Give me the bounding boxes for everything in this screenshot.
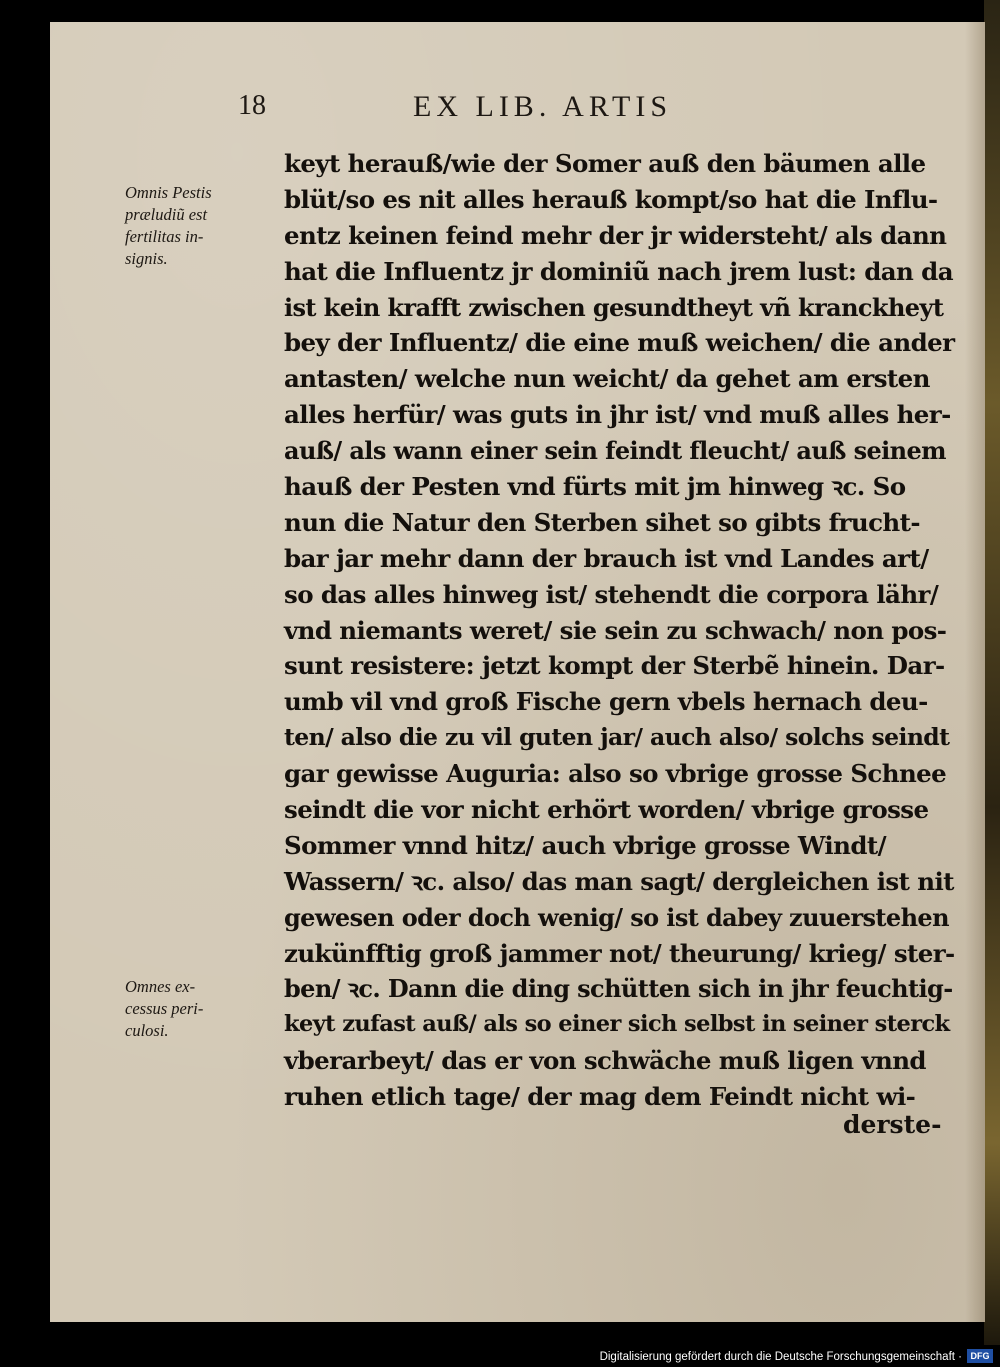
text-line: ruhen etlich tage/ der mag dem Feindt nicht wi- — [284, 1082, 916, 1112]
text-line: umb vil vnd groß Fische gern vbels hernach deu- — [284, 687, 928, 717]
running-head-title: EX LIB. ARTIS — [413, 90, 673, 123]
text-line: zukünfftig groß jammer not/ theurung/ krieg/ ster- — [284, 938, 955, 968]
text-line: keyt zufast auß/ als so einer sich selbst in seiner sterck — [284, 1011, 950, 1038]
text-line: bar jar mehr dann der brauch ist vnd Landes art/ — [284, 543, 929, 573]
margin-note-line: Omnes ex- — [125, 977, 196, 996]
text-line: ist kein krafft zwischen gesundtheyt vñ kranckheyt — [284, 292, 944, 322]
text-line: Wassern/ ꝛc. also/ das man sagt/ dergleichen ist nit — [284, 866, 954, 896]
text-line: bey der Influentz/ die eine muß weichen/ die ander — [284, 328, 955, 358]
text-line: entz keinen feind mehr der jr widersteht/ als dann — [284, 220, 947, 250]
margin-note-excess — [125, 976, 243, 1042]
footer-bar — [0, 1345, 1000, 1367]
margin-note-line: Omnis Pestis — [125, 183, 212, 202]
funding-credit: Digitalisierung gefördert durch die Deutsche Forschungsgemeinschaft · — [599, 1351, 962, 1363]
margin-note-line: præludiũ est — [125, 205, 208, 224]
margin-note-line: cessus peri- — [125, 999, 204, 1018]
page-edge-shadow — [965, 22, 985, 1322]
margin-note-line: fertilitas in- — [125, 227, 204, 246]
text-line: gewesen oder doch wenig/ so ist dabey zuuerstehen — [284, 902, 949, 932]
margin-note-plague — [125, 182, 243, 270]
text-line: gar gewisse Auguria: also so vbrige grosse Schnee — [284, 759, 947, 789]
text-line: Sommer vnnd hitz/ auch vbrige grosse Windt/ — [284, 830, 886, 860]
margin-note-line: signis. — [125, 249, 168, 268]
text-line: sunt resistere: jetzt kompt der Sterbẽ hinein. Dar- — [284, 651, 945, 681]
page-number: 18 — [238, 90, 266, 121]
running-head — [238, 90, 938, 130]
text-line: nun die Natur den Sterben sihet so gibts frucht- — [284, 507, 920, 537]
text-line: hauß der Pesten vnd fürts mit jm hinweg ꝛc. So — [284, 472, 906, 502]
text-line: so das alles hinweg ist/ stehendt die corpora lähr/ — [284, 579, 939, 609]
body-text — [284, 146, 956, 1115]
text-line: antasten/ welche nun weicht/ da gehet am ersten — [284, 364, 930, 394]
text-line: vnd niemants weret/ sie sein zu schwach/ non pos- — [284, 615, 947, 645]
text-line: alles herfür/ was guts in jhr ist/ vnd muß alles her- — [284, 400, 951, 430]
book-binding-edge — [984, 0, 1000, 1345]
catchword: derste- — [843, 1110, 942, 1139]
text-line: hat die Influentz jr dominiũ nach jrem lust: dan da — [284, 256, 953, 286]
dfg-logo-icon: DFG — [967, 1349, 993, 1363]
text-line: seindt die vor nicht erhört worden/ vbrige grosse — [284, 795, 929, 825]
margin-note-line: culosi. — [125, 1021, 169, 1040]
text-line: keyt herauß/wie der Somer auß den bäumen alle — [284, 149, 926, 178]
text-line: blüt/so es nit alles herauß kompt/so hat die Influ- — [284, 184, 938, 214]
text-line: vberarbeyt/ das er von schwäche muß ligen vnnd — [284, 1046, 926, 1076]
text-line: auß/ als wann einer sein feindt fleucht/ auß seinem — [284, 436, 946, 466]
text-line: ben/ ꝛc. Dann die ding schütten sich in jhr feuchtig- — [284, 974, 953, 1004]
text-line: ten/ also die zu vil guten jar/ auch also/ solchs seindt — [284, 723, 950, 752]
